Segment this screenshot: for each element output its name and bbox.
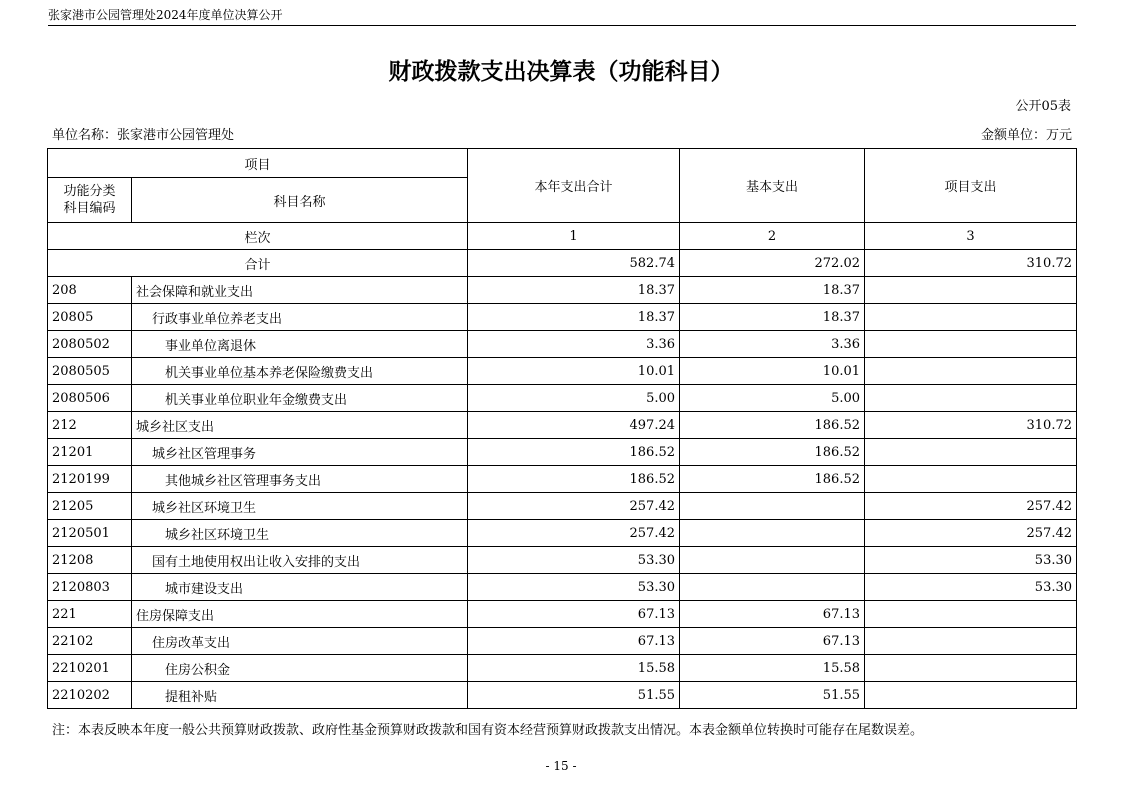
table-row [48, 547, 1077, 574]
row-name: 住房改革支出 [132, 628, 468, 655]
row-project [865, 304, 1077, 331]
index-row [48, 223, 1077, 250]
row-total: 186.52 [468, 439, 680, 466]
money-unit: 金额单位：万元 [980, 128, 1072, 143]
table-row [48, 412, 1077, 439]
table-row [48, 277, 1077, 304]
row-project [865, 439, 1077, 466]
header-divider [48, 25, 1076, 26]
row-code: 2210202 [48, 682, 132, 709]
index-2: 2 [680, 223, 865, 250]
row-project [865, 682, 1077, 709]
table-row [48, 466, 1077, 493]
row-total: 5.00 [468, 385, 680, 412]
header-row-1 [48, 149, 1077, 178]
row-code: 21205 [48, 493, 132, 520]
row-project: 257.42 [865, 493, 1077, 520]
row-basic: 51.55 [680, 682, 865, 709]
table-row [48, 655, 1077, 682]
row-code: 2080505 [48, 358, 132, 385]
row-project [865, 385, 1077, 412]
row-project: 310.72 [865, 412, 1077, 439]
table-row [48, 385, 1077, 412]
row-total: 257.42 [468, 493, 680, 520]
row-name: 城乡社区环境卫生 [132, 520, 468, 547]
row-code: 221 [48, 601, 132, 628]
row-basic: 186.52 [680, 439, 865, 466]
row-basic: 18.37 [680, 277, 865, 304]
col-total-header: 本年支出合计 [468, 149, 680, 223]
name-header: 科目名称 [132, 178, 468, 223]
unit-name: 单位名称：张家港市公园管理处 [52, 128, 235, 143]
row-total: 18.37 [468, 304, 680, 331]
row-name: 住房保障支出 [132, 601, 468, 628]
table-row [48, 493, 1077, 520]
row-code: 208 [48, 277, 132, 304]
page-title: 财政拨款支出决算表（功能科目） [388, 59, 734, 85]
row-total: 15.58 [468, 655, 680, 682]
table-row [48, 358, 1077, 385]
row-total: 186.52 [468, 466, 680, 493]
row-project [865, 277, 1077, 304]
row-total: 3.36 [468, 331, 680, 358]
row-basic: 10.01 [680, 358, 865, 385]
row-code: 2120803 [48, 574, 132, 601]
row-name: 国有土地使用权出让收入安排的支出 [132, 547, 468, 574]
row-basic: 15.58 [680, 655, 865, 682]
row-name: 行政事业单位养老支出 [132, 304, 468, 331]
row-code: 20805 [48, 304, 132, 331]
row-project [865, 358, 1077, 385]
table-row [48, 682, 1077, 709]
form-number: 公开05表 [1015, 99, 1071, 114]
row-name: 城乡社区管理事务 [132, 439, 468, 466]
row-basic: 186.52 [680, 466, 865, 493]
row-code: 2120199 [48, 466, 132, 493]
row-project: 257.42 [865, 520, 1077, 547]
table-row [48, 331, 1077, 358]
row-code: 21208 [48, 547, 132, 574]
col-project-header: 项目支出 [865, 149, 1077, 223]
index-3: 3 [865, 223, 1077, 250]
row-basic: 67.13 [680, 628, 865, 655]
row-total: 53.30 [468, 547, 680, 574]
row-project [865, 655, 1077, 682]
code-header: 功能分类 科目编码 [48, 178, 132, 223]
row-code: 2080506 [48, 385, 132, 412]
table-row [48, 601, 1077, 628]
row-total: 257.42 [468, 520, 680, 547]
document-header: 张家港市公园管理处2024年度单位决算公开 [48, 8, 283, 22]
row-name: 住房公积金 [132, 655, 468, 682]
row-code: 2080502 [48, 331, 132, 358]
row-basic: 18.37 [680, 304, 865, 331]
row-code: 22102 [48, 628, 132, 655]
row-name: 机关事业单位基本养老保险缴费支出 [132, 358, 468, 385]
row-name: 城乡社区支出 [132, 412, 468, 439]
col-basic-header: 基本支出 [680, 149, 865, 223]
row-name: 事业单位离退休 [132, 331, 468, 358]
row-basic: 3.36 [680, 331, 865, 358]
row-basic [680, 574, 865, 601]
row-project: 53.30 [865, 574, 1077, 601]
row-project [865, 466, 1077, 493]
row-total: 497.24 [468, 412, 680, 439]
row-code: 2210201 [48, 655, 132, 682]
row-name: 提租补贴 [132, 682, 468, 709]
row-name: 社会保障和就业支出 [132, 277, 468, 304]
row-name: 城市建设支出 [132, 574, 468, 601]
page-number: - 15 - [545, 759, 577, 773]
row-basic [680, 493, 865, 520]
row-project [865, 331, 1077, 358]
row-name: 城乡社区环境卫生 [132, 493, 468, 520]
row-total: 18.37 [468, 277, 680, 304]
row-code: 2120501 [48, 520, 132, 547]
sum-label: 合计 [48, 250, 468, 277]
row-basic [680, 520, 865, 547]
table-row [48, 520, 1077, 547]
table-row [48, 574, 1077, 601]
table-row [48, 628, 1077, 655]
row-code: 212 [48, 412, 132, 439]
row-basic [680, 547, 865, 574]
row-total: 67.13 [468, 628, 680, 655]
index-label: 栏次 [48, 223, 468, 250]
row-project: 53.30 [865, 547, 1077, 574]
row-code: 21201 [48, 439, 132, 466]
row-total: 51.55 [468, 682, 680, 709]
row-total: 67.13 [468, 601, 680, 628]
row-total: 53.30 [468, 574, 680, 601]
row-basic: 186.52 [680, 412, 865, 439]
sum-basic: 272.02 [680, 250, 865, 277]
index-1: 1 [468, 223, 680, 250]
project-header: 项目 [48, 149, 468, 178]
sum-total: 582.74 [468, 250, 680, 277]
row-total: 10.01 [468, 358, 680, 385]
row-name: 其他城乡社区管理事务支出 [132, 466, 468, 493]
sum-project: 310.72 [865, 250, 1077, 277]
row-project [865, 628, 1077, 655]
row-basic: 67.13 [680, 601, 865, 628]
row-basic: 5.00 [680, 385, 865, 412]
table-row [48, 304, 1077, 331]
table-note: 注：本表反映本年度一般公共预算财政拨款、政府性基金预算财政拨款和国有资本经营预算财政拨款支出情况。本表金额单位转换时可能存在尾数误差。 [52, 723, 924, 738]
table-row [48, 439, 1077, 466]
sum-row [48, 250, 1077, 277]
expenditure-table [47, 148, 1077, 709]
row-project [865, 601, 1077, 628]
row-name: 机关事业单位职业年金缴费支出 [132, 385, 468, 412]
